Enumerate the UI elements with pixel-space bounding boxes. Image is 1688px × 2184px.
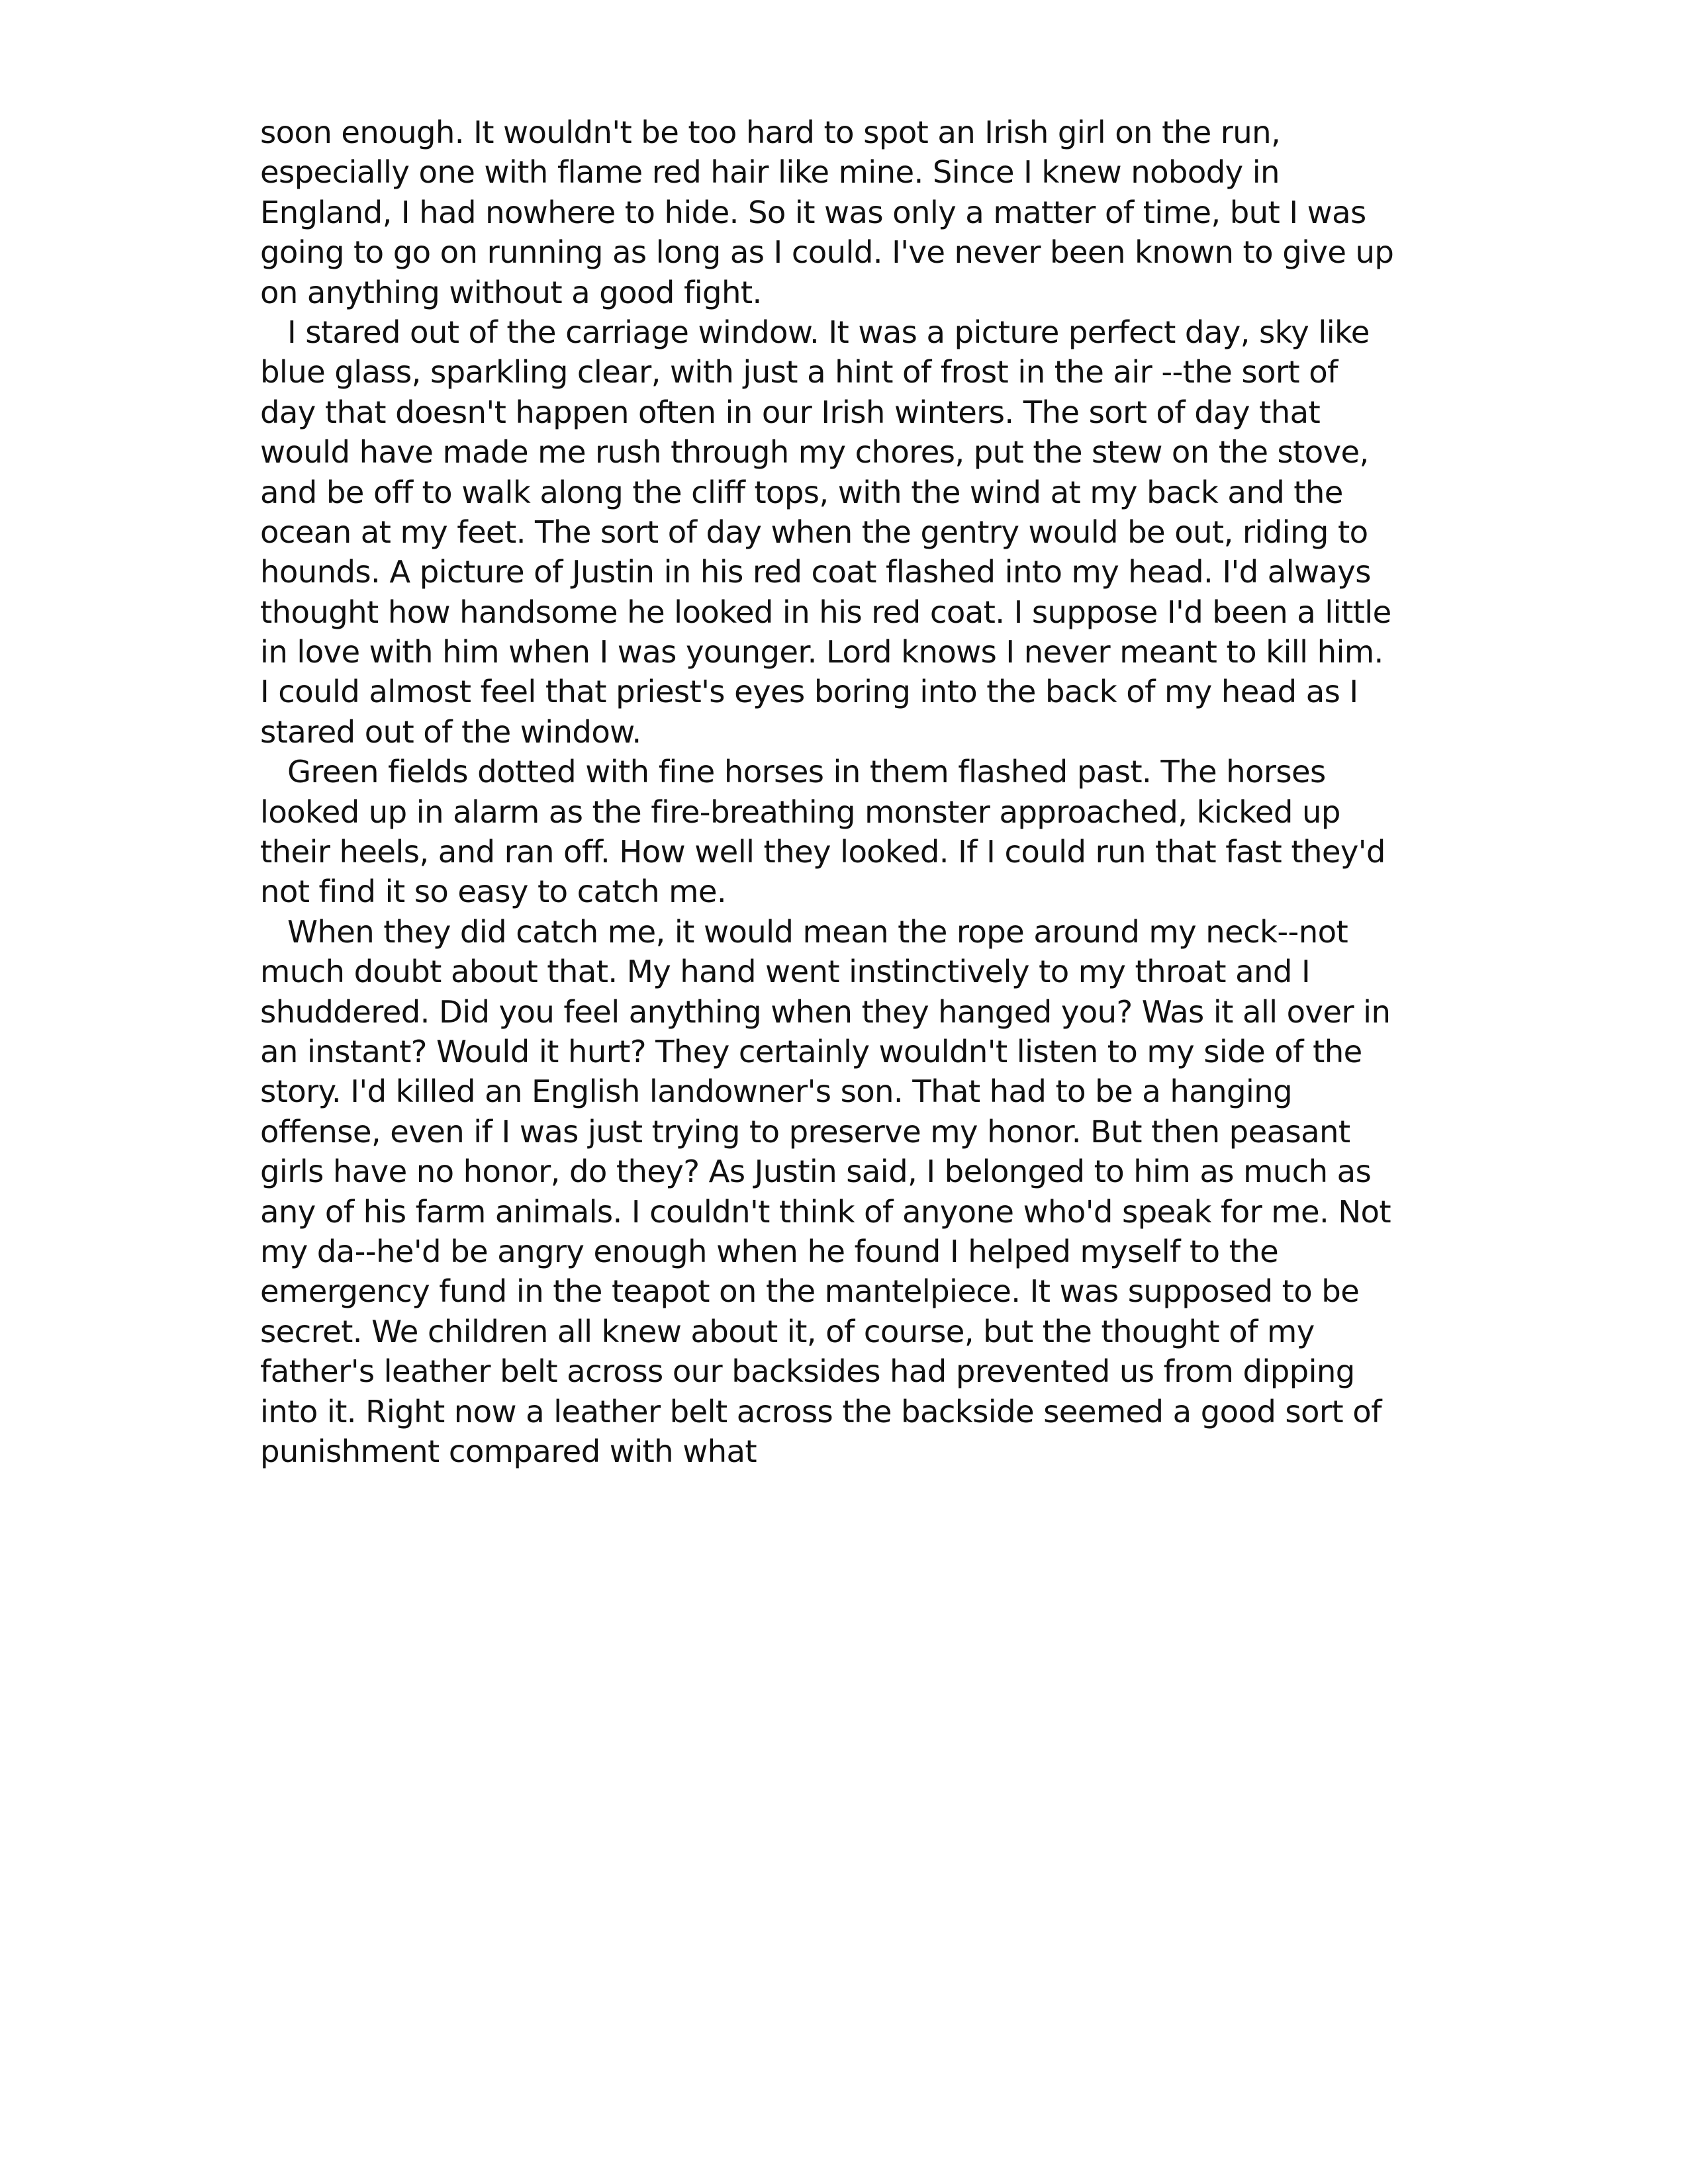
text-line: would have made me rush through my chores, put the stew on the stove, [260,434,1369,471]
text-line: stared out of the window. [260,713,641,750]
text-line: story. I'd killed an English landowner's son. That had to be a hanging [260,1073,1293,1110]
text-line: punishment compared with what [260,1433,757,1469]
text-line: going to go on running as long as I could. I've never been known to give up [260,234,1394,271]
paragraph-start-line: When they did catch me, it would mean the rope around my neck--not [287,913,1348,950]
text-line: an instant? Would it hurt? They certainly wouldn't listen to my side of the [260,1033,1362,1069]
text-line: my da--he'd be angry enough when he found I helped myself to the [260,1233,1279,1269]
text-line: thought how handsome he looked in his red coat. I suppose I'd been a little [260,594,1391,630]
text-line: and be off to walk along the cliff tops, with the wind at my back and the [260,474,1343,510]
text-line: especially one with flame red hair like mine. Since I knew nobody in [260,154,1280,191]
text-line: secret. We children all knew about it, of course, but the thought of my [260,1313,1315,1349]
text-line: on anything without a good fight. [260,274,762,310]
text-line: girls have no honor, do they? As Justin said, I belonged to him as much as [260,1154,1372,1190]
text-line: not find it so easy to catch me. [260,874,727,910]
text-line: day that doesn't happen often in our Irish winters. The sort of day that [260,394,1321,430]
text-line: in love with him when I was younger. Lord knows I never meant to kill him. [260,634,1383,670]
text-line: emergency fund in the teapot on the mantelpiece. It was supposed to be [260,1273,1360,1310]
text-line: I could almost feel that priest's eyes boring into the back of my head as I [260,674,1358,710]
text-line: shuddered. Did you feel anything when they hanged you? Was it all over in [260,993,1391,1030]
text-line: England, I had nowhere to hide. So it was only a matter of time, but I was [260,194,1366,230]
text-line: looked up in alarm as the fire-breathing monster approached, kicked up [260,794,1340,830]
paragraph-start-line: Green fields dotted with fine horses in them flashed past. The horses [287,754,1326,790]
text-line: blue glass, sparkling clear, with just a hint of frost in the air --the sort of [260,354,1338,390]
text-line: into it. Right now a leather belt across the backside seemed a good sort of [260,1393,1382,1430]
text-line: ocean at my feet. The sort of day when the gentry would be out, riding to [260,514,1368,550]
text-line: their heels, and ran off. How well they looked. If I could run that fast they'd [260,834,1385,870]
text-line: any of his farm animals. I couldn't think of anyone who'd speak for me. Not [260,1193,1391,1230]
text-line: hounds. A picture of Justin in his red coat flashed into my head. I'd always [260,554,1371,590]
text-line: father's leather belt across our backsides had prevented us from dipping [260,1353,1355,1390]
text-line: soon enough. It wouldn't be too hard to spot an Irish girl on the run, [260,114,1281,150]
body-text [260,113,1399,1471]
text-line: much doubt about that. My hand went instinctively to my throat and I [260,954,1311,990]
paragraph-start-line: I stared out of the carriage window. It was a picture perfect day, sky like [287,314,1370,350]
text-line: offense, even if I was just trying to preserve my honor. But then peasant [260,1113,1350,1150]
